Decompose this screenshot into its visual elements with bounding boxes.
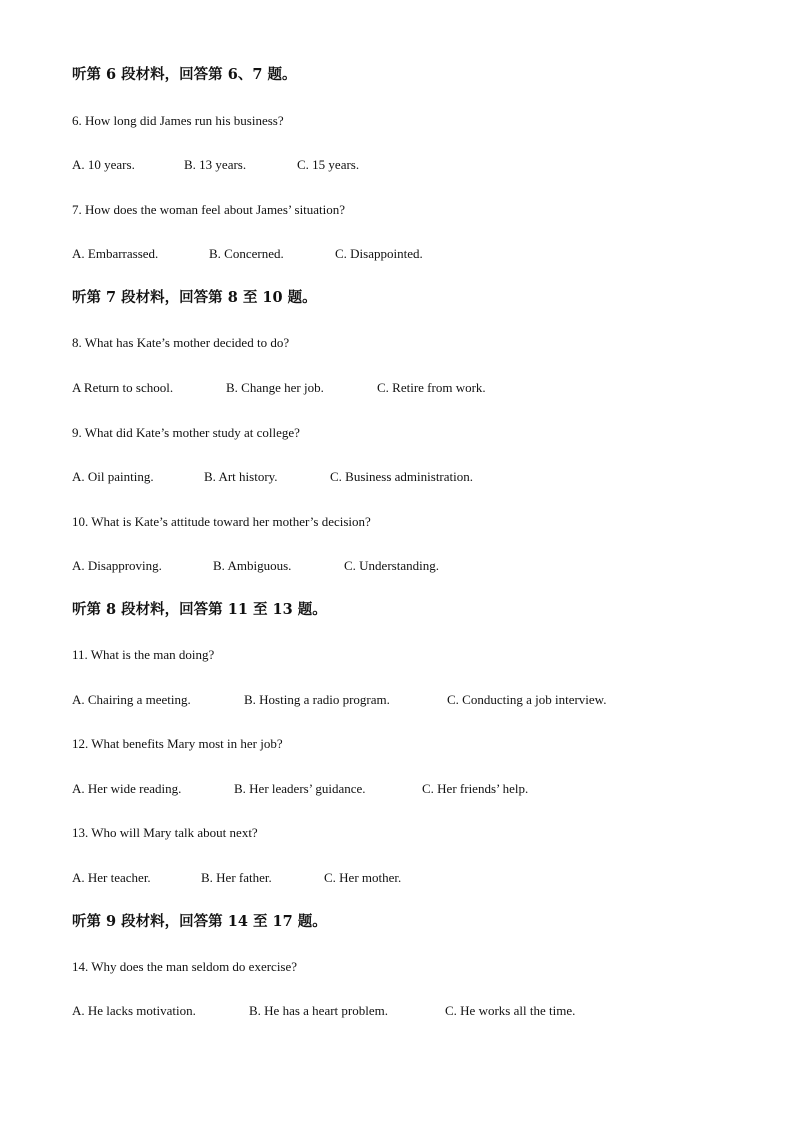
- question-options: [72, 246, 423, 262]
- option-b: B. Art history.: [204, 469, 278, 484]
- question-stem: 7. How does the woman feel about James’ situation?: [72, 202, 346, 217]
- question-options: [72, 870, 401, 886]
- option-a: A Return to school.: [72, 380, 174, 395]
- option-a: A. He lacks motivation.: [72, 1003, 196, 1018]
- section-heading: 听第 6 段材料，回答第 6、7 题。: [72, 66, 297, 83]
- option-c: C. He works all the time.: [445, 1003, 576, 1018]
- question-stem: 14. Why does the man seldom do exercise?: [72, 959, 298, 974]
- option-b: B. 13 years.: [184, 157, 247, 172]
- question-stem: 9. What did Kate’s mother study at college?: [72, 425, 300, 440]
- option-a: A. Her teacher.: [72, 870, 151, 885]
- section-heading: 听第 8 段材料，回答第 11 至 13 题。: [72, 601, 327, 618]
- option-a: A. Chairing a meeting.: [72, 692, 191, 707]
- question-stem: 11. What is the man doing?: [72, 647, 215, 662]
- option-c: C. Her mother.: [324, 870, 402, 885]
- question-stem: 12. What benefits Mary most in her job?: [72, 736, 283, 751]
- section-heading: 听第 7 段材料，回答第 8 至 10 题。: [72, 289, 317, 306]
- option-b: B. Ambiguous.: [213, 558, 292, 573]
- option-b: B. Her leaders’ guidance.: [234, 781, 366, 796]
- question-stem: 10. What is Kate’s attitude toward her mother’s decision?: [72, 514, 371, 529]
- option-c: C. Conducting a job interview.: [447, 692, 607, 707]
- question-options: [72, 157, 359, 173]
- option-b: B. Change her job.: [226, 380, 324, 395]
- question-options: [72, 781, 528, 797]
- question-stem: 13. Who will Mary talk about next?: [72, 825, 258, 840]
- question-options: [72, 692, 606, 708]
- option-a: A. 10 years.: [72, 157, 135, 172]
- option-a: A. Disapproving.: [72, 558, 162, 573]
- option-c: C. Understanding.: [344, 558, 439, 573]
- option-a: A. Oil painting.: [72, 469, 154, 484]
- option-a: A. Embarrassed.: [72, 246, 159, 261]
- question-options: [72, 1003, 575, 1019]
- option-b: B. Concerned.: [209, 246, 284, 261]
- option-c: C. Retire from work.: [377, 380, 486, 395]
- option-c: C. Her friends’ help.: [422, 781, 529, 796]
- option-c: C. Business administration.: [330, 469, 473, 484]
- question-options: [72, 558, 439, 574]
- option-c: C. 15 years.: [297, 157, 360, 172]
- question-options: [72, 469, 473, 485]
- option-a: A. Her wide reading.: [72, 781, 182, 796]
- section-heading: 听第 9 段材料，回答第 14 至 17 题。: [72, 913, 327, 930]
- option-c: C. Disappointed.: [335, 246, 423, 261]
- option-b: B. He has a heart problem.: [249, 1003, 388, 1018]
- question-options: [72, 380, 486, 396]
- option-b: B. Her father.: [201, 870, 272, 885]
- question-stem: 6. How long did James run his business?: [72, 113, 284, 128]
- option-b: B. Hosting a radio program.: [244, 692, 390, 707]
- question-stem: 8. What has Kate’s mother decided to do?: [72, 335, 290, 350]
